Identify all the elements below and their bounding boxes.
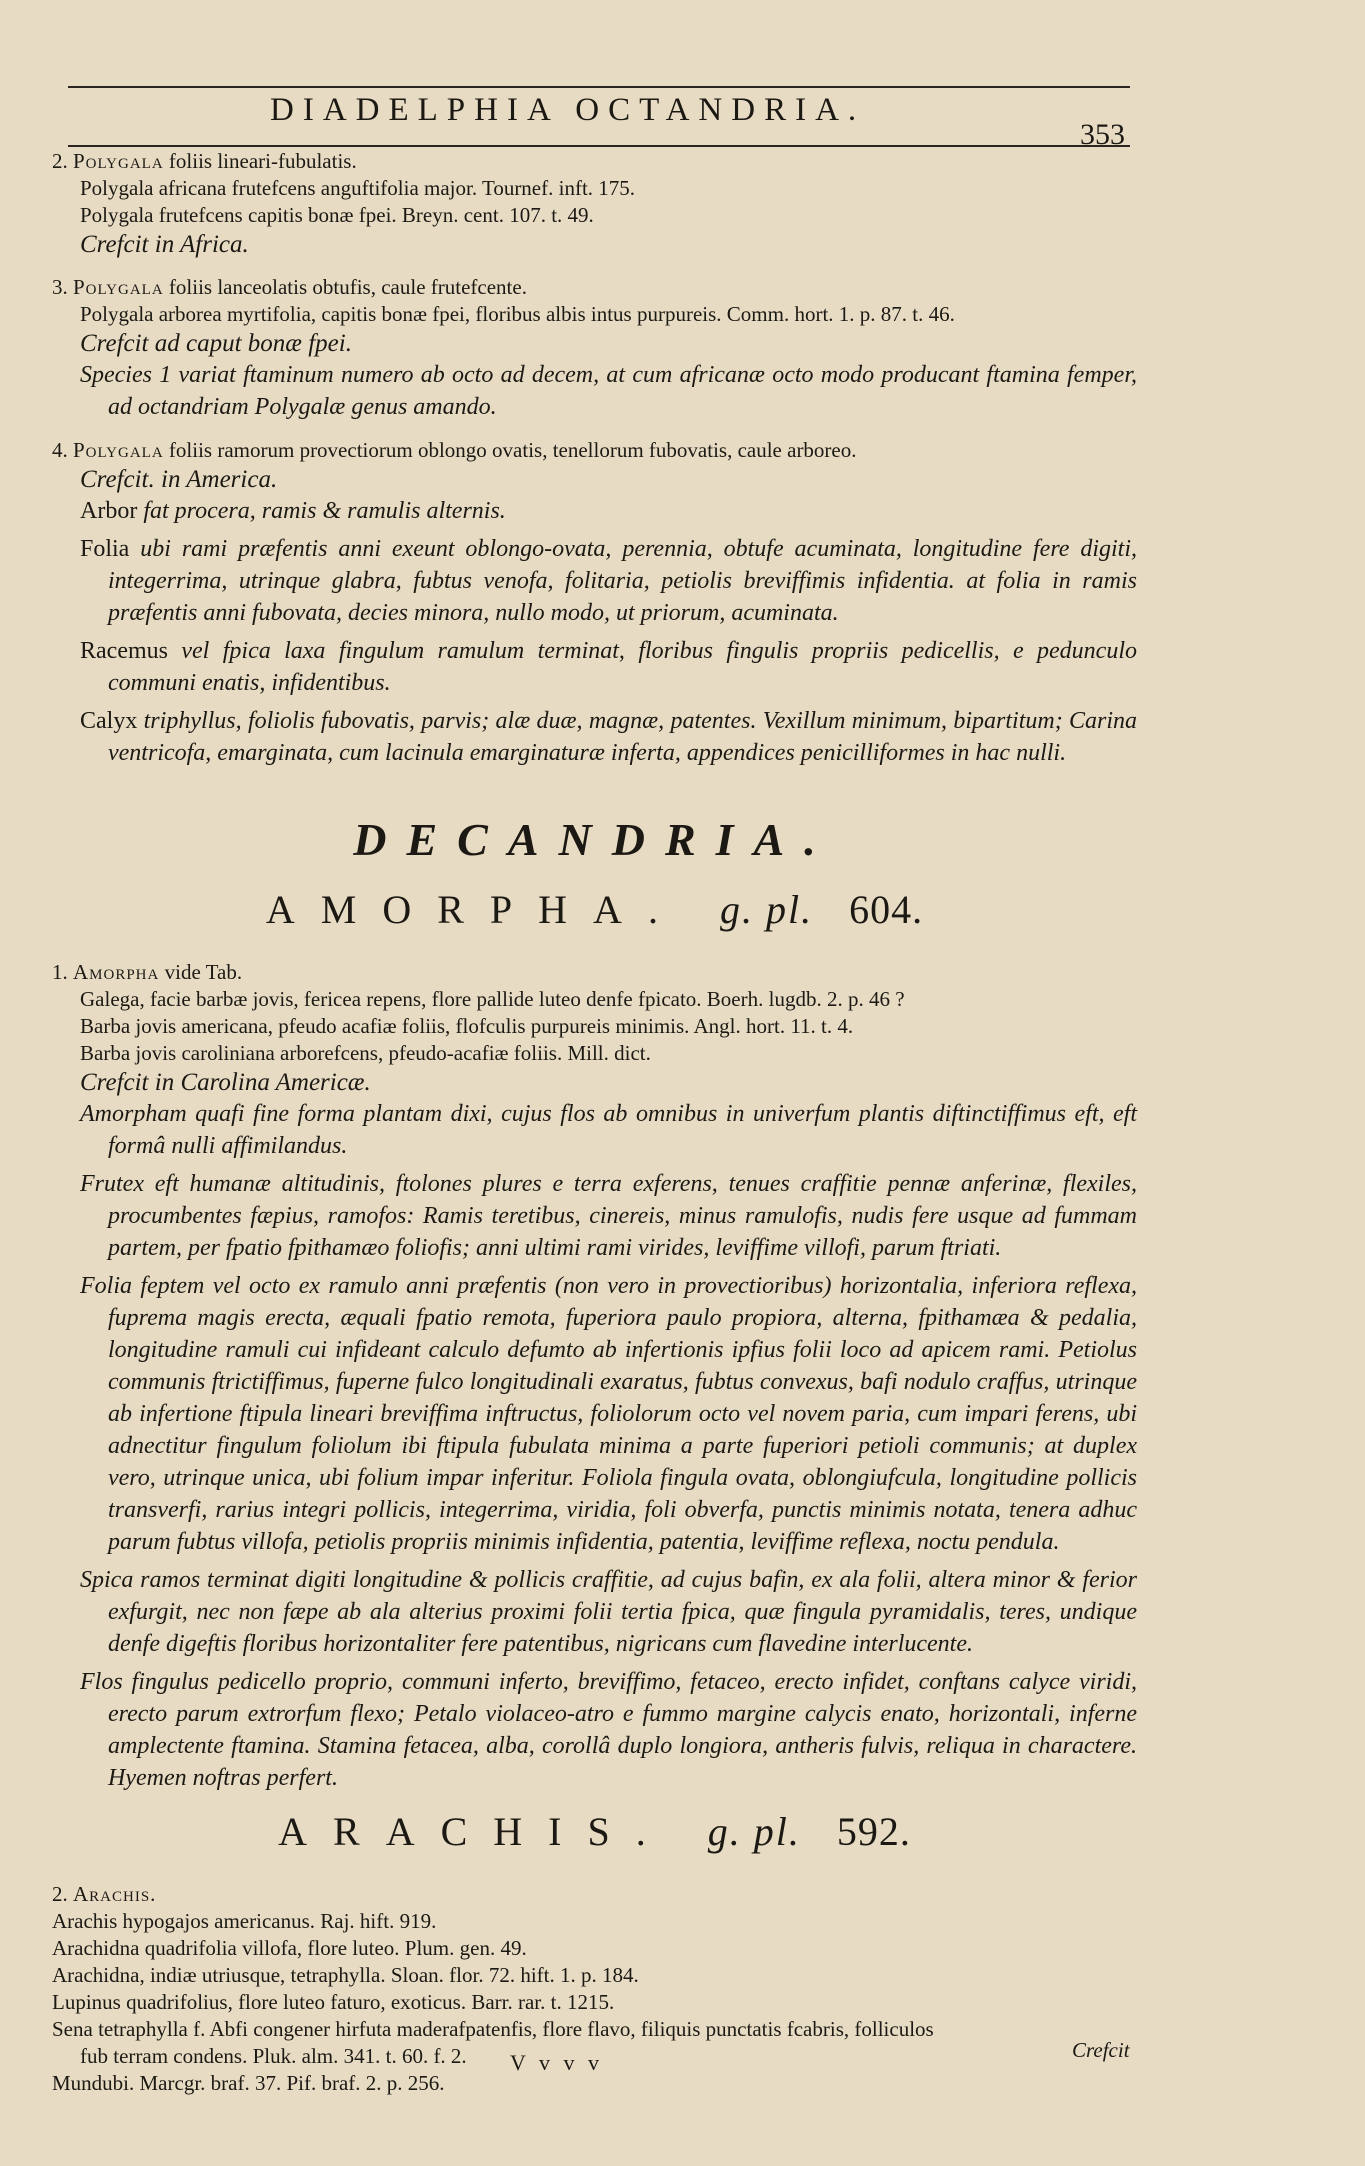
description-text: ubi rami præfentis anni exeunt oblongo-ovata, perennia, obtufe acuminata, longitudine fere digiti, integerrima, utrinque glabra, fubtus venofa, folitaria, petiolis breviffimis infidentia. at folia in ramis præfentis anni fubovata, decies minora, nullo modo, ut priorum, acuminata.	[108, 536, 1137, 626]
genus-name: Polygala	[73, 275, 164, 299]
synonym: Barba jovis americana, pfeudo acafiæ foliis, flofculis purpureis minimis. Angl. hort. 11. t. 4.	[80, 1014, 854, 1038]
description-text: vel fpica laxa fingulum ramulum terminat, floribus fingulis propriis pedicellis, e pedunculo communi enatis, infidentibus.	[108, 638, 1137, 696]
entry-number: 2.	[52, 1882, 68, 1906]
entry-number: 3.	[52, 275, 68, 299]
description-paragraph	[52, 495, 1137, 527]
description-paragraph	[52, 533, 1137, 629]
synonym: Barba jovis caroliniana arborefcens, pfeudo-acafiæ foliis. Mill. dict.	[80, 1041, 651, 1065]
polygala-entry-4	[52, 437, 1137, 769]
polygala-entry-2	[52, 148, 1137, 260]
synonym: Mundubi. Marcgr. braf. 37. Pif. braf. 2. p. 256.	[52, 2071, 445, 2095]
note-paragraph: Species 1 variat ftaminum numero ab octo ad decem, at cum africanæ octo modo producant ftamina femper, ad octandriam Polygalæ genus amando.	[80, 362, 1137, 420]
genus-heading-name: ARACHIS.	[278, 1809, 672, 1854]
genus-name: Arachis.	[73, 1882, 157, 1906]
entry-number: 4.	[52, 438, 68, 462]
description-paragraph: Folia feptem vel octo ex ramulo anni præfentis (non vero in provectioribus) horizontalia, inferiora reflexa, fuprema magis erecta, æquali fpatio remota, fuperiora paulo propiora, alterna, fpithamæa & pedalia, longitudine ramuli cui infideant calculo defumto ab infertionis ipfius folii loco ad apicem rami. Petiolus communis ftrictiffimus, fuperne fulco longitudinali exaratus, fubtus convexus, bafi nodulo craffus, utrinque ab infertione ftipula lineari breviffima inftructus, foliolorum octo vel novem paria, cum impari ferens, ubi adnectitur fingulum foliolum ibi ftipula fubulata minima a parte fuperiori petioli communis; at duplex vero, utrinque unica, ubi folium impar inferitur. Foliola fingula ovata, oblongiufcula, longitudine pollicis transverfi, rarius integri pollicis, integerrima, viridia, foli obverfa, punctis minimis notata, tenera adhuc parum fubtus villofa, petiolis propriis minimis infidentia, patentia, leviffime reflexa, noctu pendula.	[80, 1273, 1137, 1555]
description-text: triphyllus, foliolis fubovatis, parvis; alæ duæ, magnæ, patentes. Vexillum minimum, bipartitum; Carina ventricofa, emarginata, cum lacinula emarginaturæ inferta, appendices penicilliformes in hac nulli.	[108, 708, 1138, 766]
synonym: Arachidna quadrifolia villofa, flore luteo. Plum. gen. 49.	[52, 1936, 527, 1960]
header-rule-bottom	[68, 145, 1130, 147]
description-paragraph: Frutex eft humanæ altitudinis, ftolones plures e terra exferens, tenues craffitie pennæ anferinæ, flexiles, procumbentes fæpius, ramofos: Ramis teretibus, cinereis, minus ramulofis, nudis fere usque ad fummam partem, per fpatio fpithamæo foliofis; anni ultimi rami virides, leviffime villofi, parum ftriati.	[80, 1171, 1137, 1261]
genus-heading-number: 592.	[836, 1809, 911, 1854]
description-term: Racemus	[80, 638, 168, 664]
genus-heading-number: 604.	[849, 887, 924, 932]
genus-heading-amorpha	[52, 886, 1137, 933]
page-number: 353	[1080, 118, 1125, 151]
genus-heading-name: AMORPHA.	[265, 887, 684, 932]
header-rule-top	[68, 86, 1130, 88]
description-paragraph	[52, 635, 1137, 699]
description-paragraph: Flos fingulus pedicello proprio, communi inferto, breviffimo, fetaceo, erecto infidet, conftans calyce viridi, erecto parum extrorfum flexo; Petalo violaceo-atro e fummo margine calycis enato, horizontali, inferne amplectente ftamina. Stamina fetacea, alba, corollâ duplo longiora, antheris fulvis, reliqua in charactere. Hyemen noftras perfert.	[80, 1669, 1137, 1791]
synonym: Sena tetraphylla f. Abfi congener hirfuta maderafpatenfis, flore flavo, filiquis punctatis fcabris, folliculos	[52, 2017, 934, 2041]
habitat: Crefcit in Africa.	[80, 231, 249, 258]
habitat: Crefcit. in America.	[80, 466, 278, 493]
catchword: Crefcit	[1072, 2038, 1130, 2062]
entry-number: 1.	[52, 960, 68, 984]
printer-signature: V v v v	[510, 2050, 603, 2075]
description-term: Folia	[80, 536, 130, 562]
entry-number: 2.	[52, 149, 68, 173]
amorpha-entry-1	[52, 959, 1137, 1794]
description-text: fat procera, ramis & ramulis alternis.	[143, 498, 506, 524]
habitat: Crefcit in Carolina Americæ.	[80, 1069, 371, 1096]
synonym: Arachis hypogajos americanus. Raj. hift. 919.	[52, 1909, 437, 1933]
synonym: Galega, facie barbæ jovis, fericea repens, flore pallide luteo denfe fpicato. Boerh. lugdb. 2. p. 46 ?	[80, 987, 905, 1011]
synonym: Polygala frutefcens capitis bonæ fpei. Breyn. cent. 107. t. 49.	[80, 203, 594, 227]
diagnosis: foliis ramorum provectiorum oblongo ovatis, tenellorum fubovatis, caule arboreo.	[168, 438, 857, 462]
genus-heading-arachis	[52, 1808, 1137, 1855]
habitat: Crefcit ad caput bonæ fpei.	[80, 330, 352, 357]
synonym: Polygala arborea myrtifolia, capitis bonæ fpei, floribus albis intus purpureis. Comm. hort. 1. p. 87. t. 46.	[80, 302, 955, 326]
description-term: Arbor	[80, 498, 138, 524]
description-term: Calyx	[80, 708, 138, 734]
running-head: DIADELPHIA OCTANDRIA.	[270, 92, 866, 128]
polygala-entry-3	[52, 274, 1137, 423]
synonym: Polygala africana frutefcens anguftifolia major. Tournef. inft. 175.	[80, 176, 636, 200]
diagnosis: foliis lineari-fubulatis.	[168, 149, 357, 173]
description-paragraph: Amorpham quafi fine forma plantam dixi, cujus flos ab omnibus in univerfum plantis diftinctiffimus eft, eft formâ nulli affimilandus.	[80, 1101, 1137, 1159]
genus-name: Amorpha	[73, 960, 160, 984]
genus-name: Polygala	[73, 438, 164, 462]
diagnosis: vide Tab.	[164, 960, 243, 984]
diagnosis: foliis lanceolatis obtufis, caule frutefcente.	[168, 275, 527, 299]
synonym: fub terram condens. Pluk. alm. 341. t. 60. f. 2.	[80, 2044, 467, 2068]
description-paragraph: Spica ramos terminat digiti longitudine & pollicis craffitie, ad cujus bafin, ex ala folii, altera minor & ferior exfurgit, nec non fæpe ab ala alterius proximi folii tertia fpica, quæ fingula pyramidalis, teres, undique denfe digeftis floribus horizontaliter fere patentibus, nigricans cum flavedine interlucente.	[80, 1567, 1137, 1657]
section-title: DECANDRIA.	[353, 814, 836, 865]
description-paragraph	[52, 705, 1137, 769]
genus-heading-ref: g. pl.	[719, 887, 814, 932]
genus-name: Polygala	[73, 149, 164, 173]
genus-heading-ref: g. pl.	[707, 1809, 801, 1854]
synonym: Arachidna, indiæ utriusque, tetraphylla. Sloan. flor. 72. hift. 1. p. 184.	[52, 1963, 639, 1987]
page-body	[52, 148, 1137, 2111]
synonym: Lupinus quadrifolius, flore luteo faturo, exoticus. Barr. rar. t. 1215.	[52, 1990, 615, 2014]
